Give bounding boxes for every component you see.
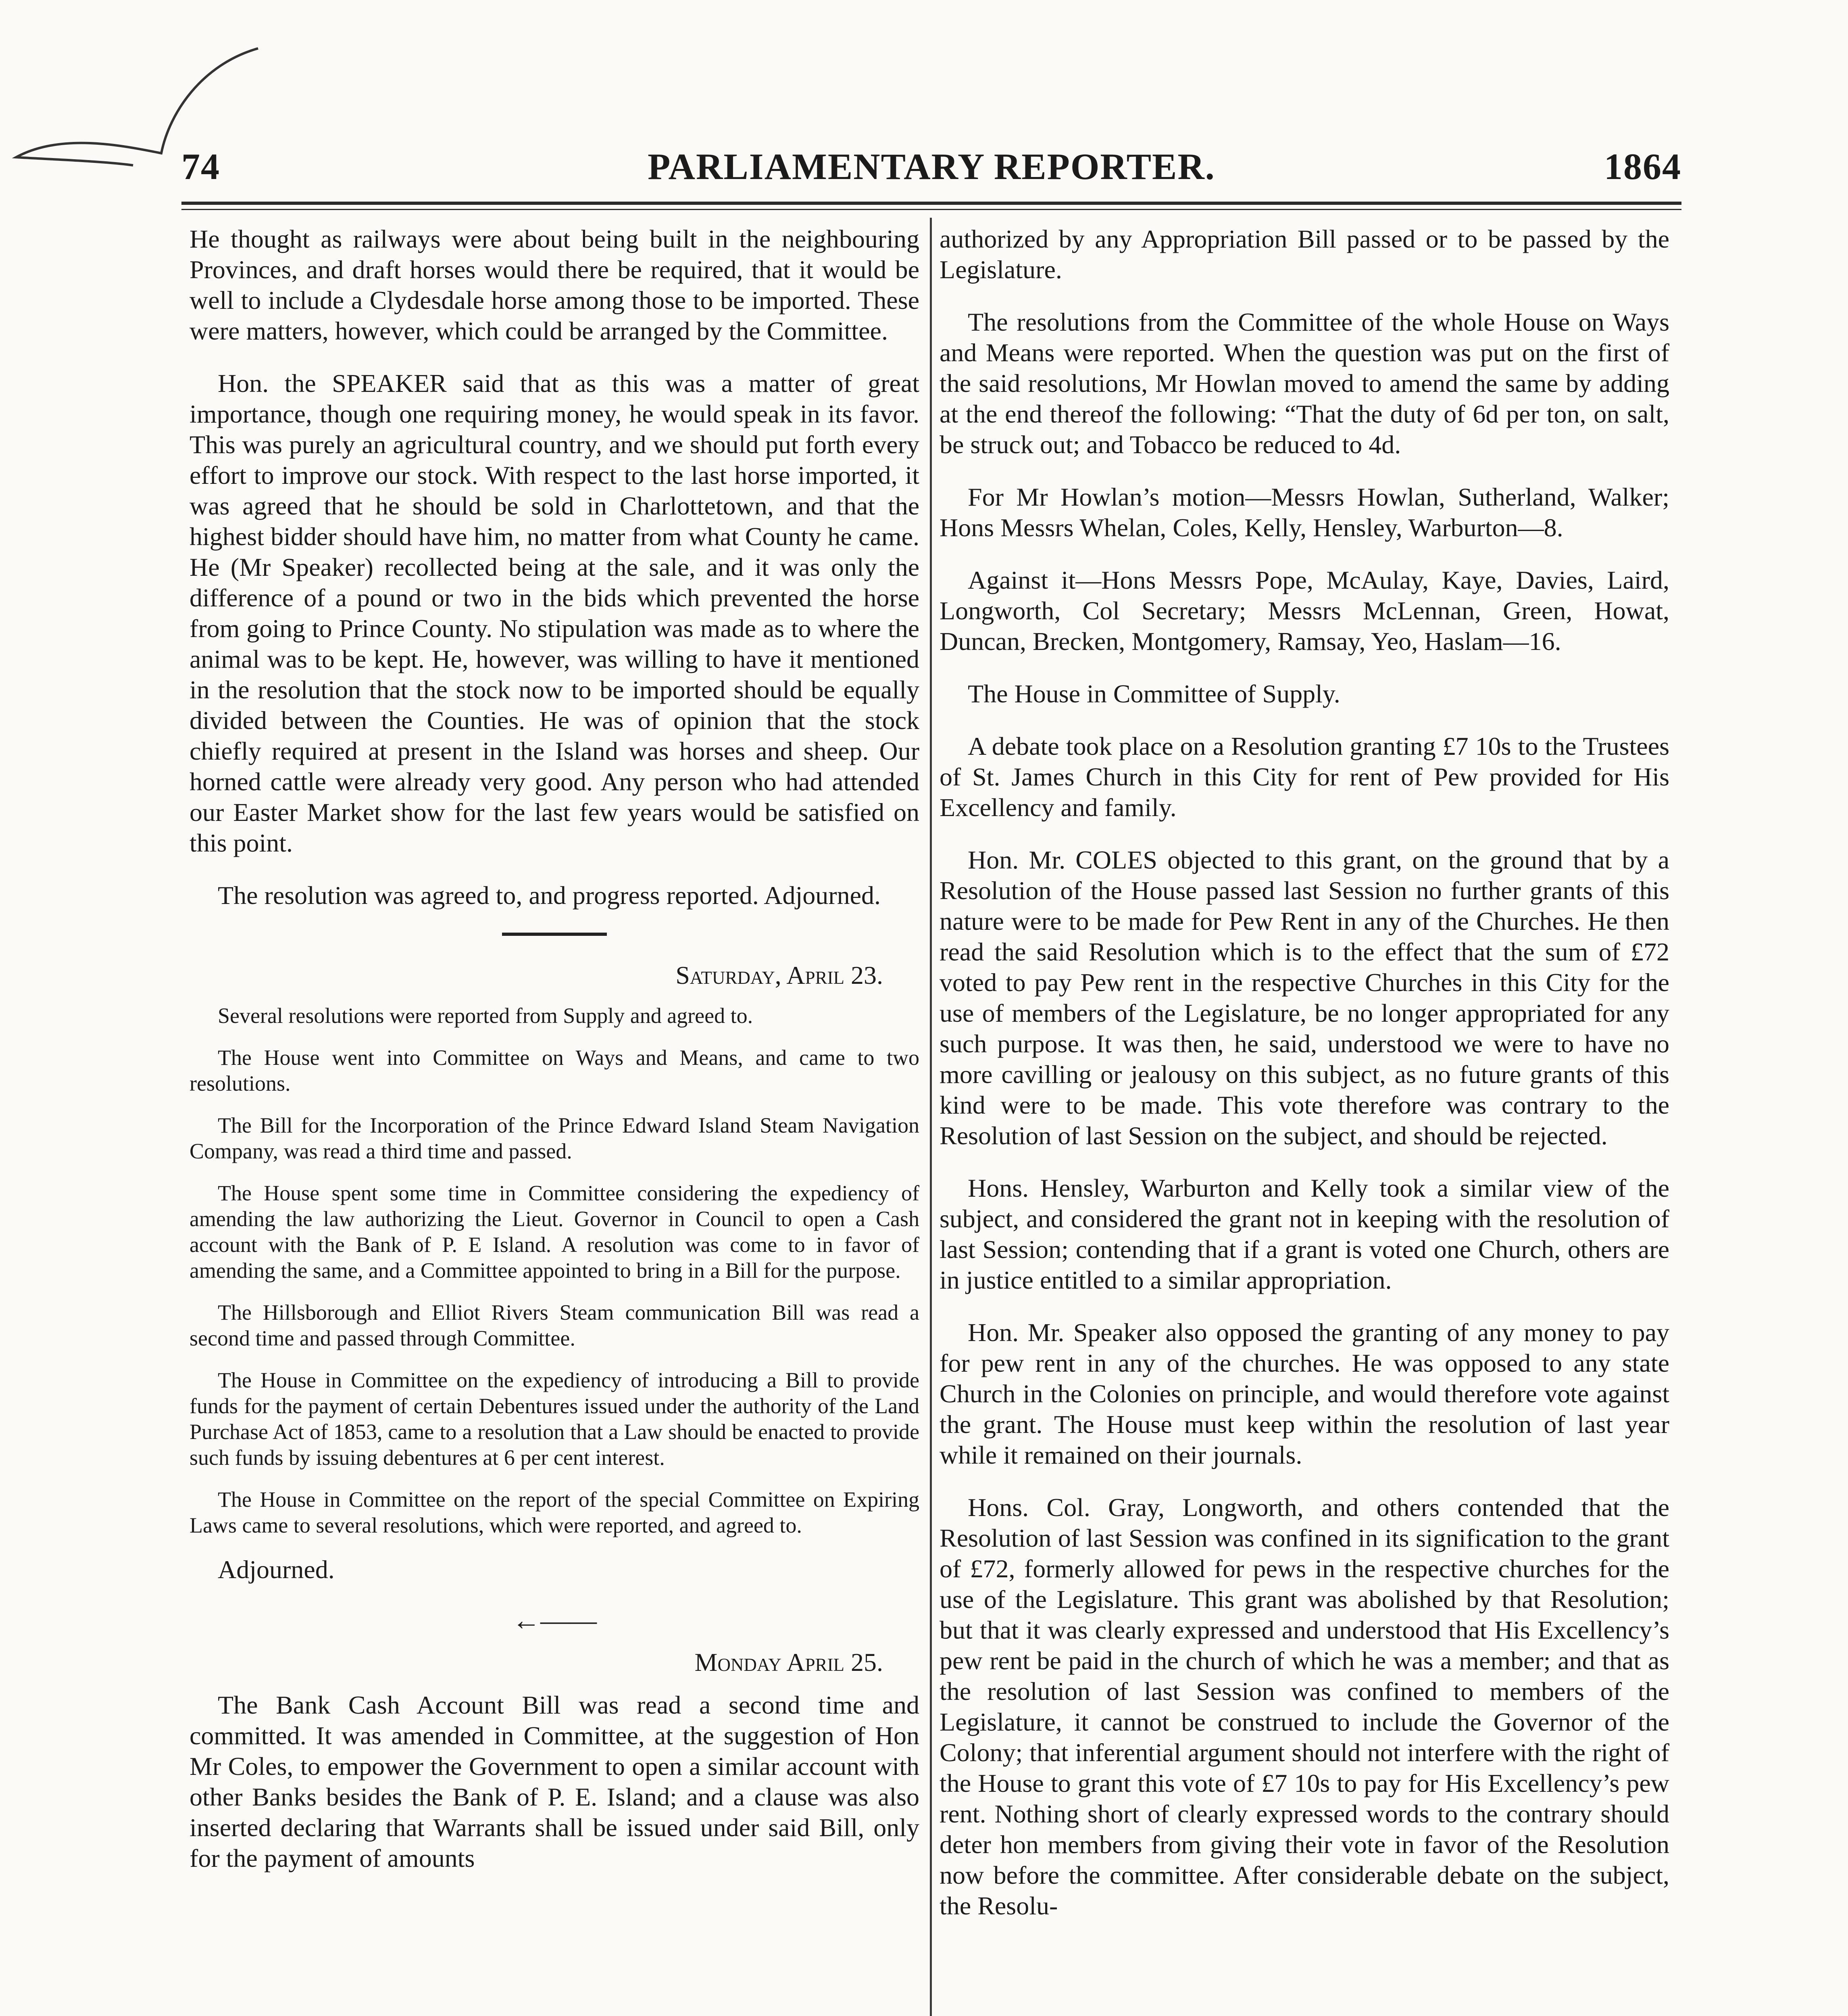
page-header (181, 137, 1681, 198)
paragraph: Hon. Mr. Speaker also opposed the granting of any money to pay for pew rent in any of the churches. He was opposed to any state Church in the Colonies on principle, and would therefore vote against the grant. The House must keep within the resolution of last year while it remained on their journals. (940, 1318, 1669, 1469)
paragraph: Hons. Hensley, Warburton and Kelly took a similar view of the subject, and considered the grant not in keeping with the resolution of last Session; contending that if a grant is voted one Church, others are in justice entitled to a similar appropriation. (940, 1174, 1669, 1294)
publication-year: 1864 (1604, 146, 1681, 187)
section-separator (502, 933, 607, 936)
header-rule (181, 202, 1681, 205)
column-divider (930, 218, 932, 2016)
paragraph: For Mr Howlan’s motion—Messrs Howlan, Sutherland, Walker; Hons Messrs Whelan, Coles, Kelly, Hensley, Warburton—8. (940, 483, 1669, 542)
date-heading: Saturday, April 23. (675, 961, 883, 989)
paragraph: The Bank Cash Account Bill was read a second time and committed. It was amended in Committee, at the suggestion of Hon Mr Coles, to empower the Government to open a similar account with other Banks besides the Bank of P. E. Island; and a clause was also inserted declaring that Warrants shall be issued under said Bill, only for the payment of amounts (190, 1691, 919, 1872)
publication-title: PARLIAMENTARY REPORTER. (648, 146, 1215, 187)
paragraph: Hon. the SPEAKER said that as this was a matter of great importance, though one requiring money, he would speak in its favor. This was purely an agricultural country, and we should put forth every effort to improve our stock. With respect to the last horse imported, it was agreed that he should be sold in Charlottetown, and that the highest bidder should have him, no matter from what County he came. He (Mr Speaker) recollected being at the sale, and it was only the difference of a pound or two in the bids which prevented the horse from going to Prince County. No stipulation was made as to where the animal was to be kept. He, however, was willing to have it mentioned in the resolution that the stock now to be imported should be equally divided between the Counties. He was of opinion that the stock chiefly required at present in the Island was horses and sheep. Our horned cattle were already very good. Any person who had attended our Easter Market show for the last few years would be satisfied on this point. (190, 369, 919, 857)
paragraph: Hons. Col. Gray, Longworth, and others contended that the Resolution of last Session was confined in its signification to the grant of £72, formerly allowed for pews in the respective churches for the use of the Legislature. This grant was abolished by that Resolution; but that it was clearly expressed and understood that His Excellency’s pew rent be paid in the church of which he was a member; and that as the resolution of last Session was confined to members of the Legislature, it cannot be construed to include the Governor of the Colony; that inferential argument should not interfere with the right of the House to grant this vote of £7 10s to pay for His Excellency’s pew rent. Nothing short of clearly expressed words to the contrary should deter hon members from giving their vote in favor of the Resolution now before the committee. After considerable debate on the subject, the Resolu- (940, 1493, 1669, 1920)
paragraph: The resolution was agreed to, and progress reported. Adjourned. (218, 881, 881, 910)
header-rule-thin (181, 209, 1681, 210)
paragraph: The resolutions from the Committee of the whole House on Ways and Means were reported. When the question was put on the first of the said resolutions, Mr Howlan moved to amend the same by adding at the end thereof the following: “That the duty of 6d per ton, on salt, be struck out; and Tobacco be reduced to 4d. (940, 308, 1669, 459)
paragraph: Against it—Hons Messrs Pope, McAulay, Kaye, Davies, Laird, Longworth, Col Secretary; Messrs McLennan, Green, Howat, Duncan, Brecken, Montgomery, Ramsay, Yeo, Haslam—16. (940, 566, 1669, 656)
page-number: 74 (181, 146, 220, 187)
left-column (190, 224, 919, 2016)
paragraph: The House spent some time in Committee considering the expediency of amending the law authorizing the Lieut. Governor in Council to open a Cash account with the Bank of P. E Island. A resolution was come to in favor of amending the same, and a Committee appointed to bring in a Bill for the purpose. (190, 1181, 919, 1283)
right-column (940, 224, 1669, 2016)
paragraph: The Hillsborough and Elliot Rivers Steam communication Bill was read a second time and passed through Committee. (190, 1300, 919, 1350)
paragraph: He thought as railways were about being built in the neighbouring Provinces, and draft horses would there be required, that it would be well to include a Clydesdale horse among those to be imported. These were matters, however, which could be arranged by the Committee. (190, 225, 919, 345)
date-heading: Monday April 25. (694, 1648, 883, 1677)
paragraph: Hon. Mr. COLES objected to this grant, on the ground that by a Resolution of the House passed last Session no further grants of this nature were to be made for Pew Rent in any of the Churches. He then read the said Resolution which is to the effect that the sum of £72 voted to pay Pew rent in the respective Churches in this City for the use of members of the Legislature, be no longer appropriated for any such purpose. It was then, he said, understood we were to have no more cavilling or jealousy on this subject, as no future grants of this kind were to be made. This vote therefore was contrary to the Resolution of last Session on the subject, and should be rejected. (940, 846, 1669, 1150)
paragraph: The Bill for the Incorporation of the Prince Edward Island Steam Navigation Company, was read a third time and passed. (190, 1113, 919, 1163)
paragraph: The House in Committee on the expediency of introducing a Bill to provide funds for the payment of certain Debentures issued under the authority of the Land Purchase Act of 1853, came to a resolution that a Law should be enacted to provide such funds by issuing debentures at 6 per cent interest. (190, 1368, 919, 1470)
paragraph: The House in Committee of Supply. (968, 679, 1340, 708)
paragraph: Several resolutions were reported from Supply and agreed to. (218, 1004, 753, 1028)
paragraph: The House went into Committee on Ways and Means, and came to two resolutions. (190, 1045, 919, 1095)
paragraph: A debate took place on a Resolution granting £7 10s to the Trustees of St. James Church in this City for rent of Pew provided for His Excellency and family. (940, 732, 1669, 822)
section-separator-ornament: ←—— (512, 1605, 597, 1636)
paragraph: authorized by any Appropriation Bill passed or to be passed by the Legislature. (940, 225, 1669, 284)
paragraph: The House in Committee on the report of the special Committee on Expiring Laws came to several resolutions, which were reported, and agreed to. (190, 1487, 919, 1537)
paragraph: Adjourned. (218, 1555, 335, 1584)
